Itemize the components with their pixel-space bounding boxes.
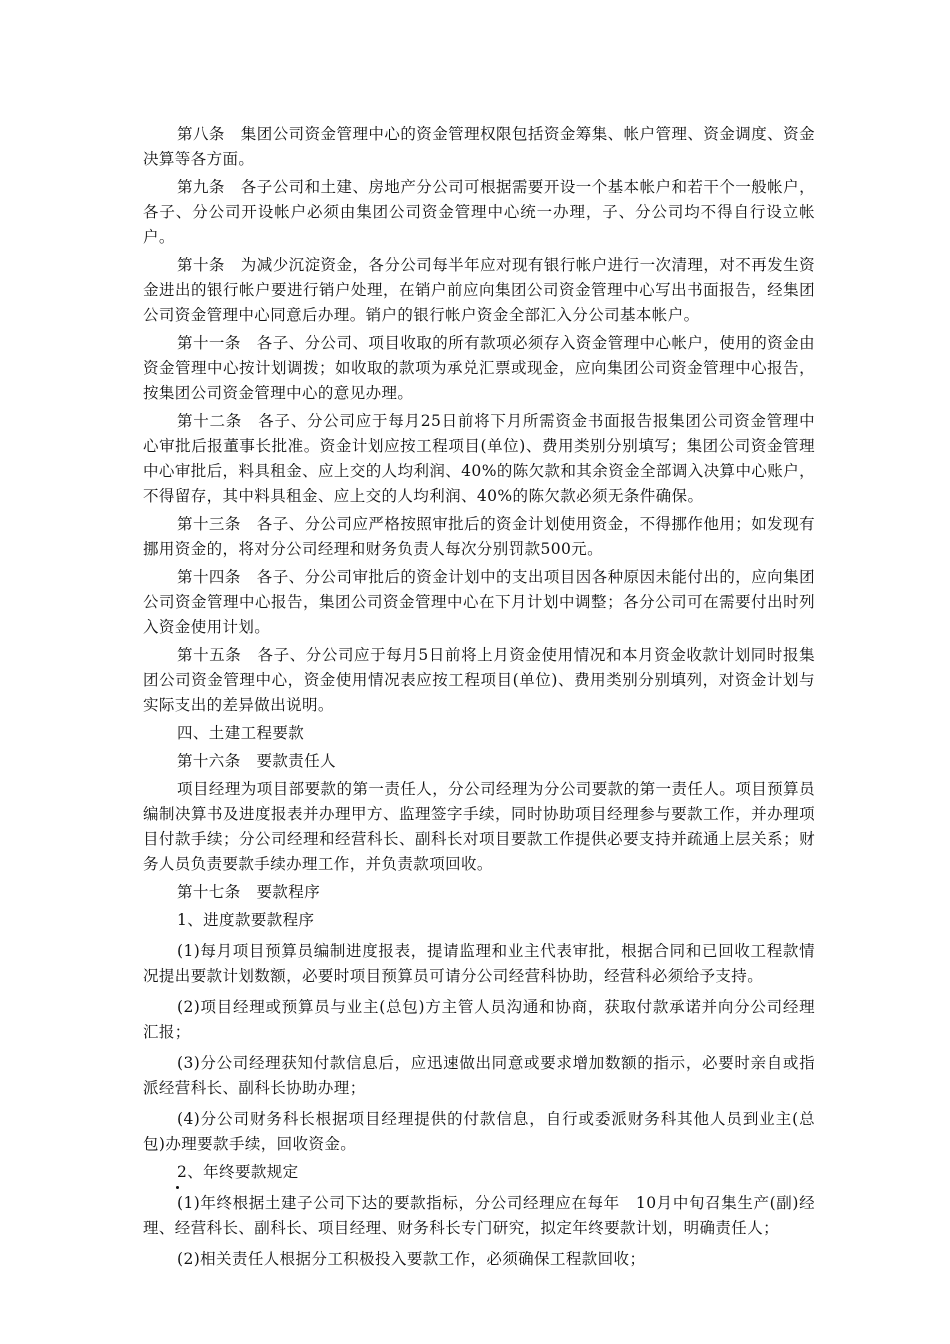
article-17-heading: 第十七条 要款程序 bbox=[177, 883, 321, 901]
article-13: 第十三条 各子、分公司应严格按照审批后的资金计划使用资金，不得挪作他用；如发现有挪用资金的，将对分公司经理和财务负责人每次分别罚款500元。 bbox=[143, 515, 815, 558]
year-end-item-1: (1)年终根据土建子公司下达的要款指标，分公司经理应在每年 10月中旬召集生产(副)经理、经营科长、副科长、项目经理、财务科长专门研究，拟定年终要款计划，明确责任人； bbox=[143, 1194, 815, 1237]
procedure-item-1: (1)每月项目预算员编制进度报表，提请监理和业主代表审批，根据合同和已回收工程款情况提出要款计划数额，必要时项目预算员可请分公司经营科协助，经营科必须给予支持。 bbox=[143, 942, 815, 985]
year-end-item-2: (2)相关责任人根据分工积极投入要款工作，必须确保工程款回收； bbox=[177, 1250, 646, 1268]
stray-mark bbox=[176, 1186, 179, 1189]
article-11: 第十一条 各子、分公司、项目收取的所有款项必须存入资金管理中心帐户，使用的资金由资金管理中心按计划调拨；如收取的款项为承兑汇票或现金，应向集团公司资金管理中心报告，按集团公司资金管理中心的意见办理。 bbox=[143, 334, 815, 402]
procedure-item-2: (2)项目经理或预算员与业主(总包)方主管人员沟通和协商，获取付款承诺并向分公司经理汇报； bbox=[143, 998, 815, 1041]
article-14: 第十四条 各子、分公司审批后的资金计划中的支出项目因各种原因未能付出的，应向集团公司资金管理中心报告，集团公司资金管理中心在下月计划中调整；各分公司可在需要付出时列入资金使用计划。 bbox=[143, 568, 815, 636]
article-9: 第九条 各子公司和土建、房地产分公司可根据需要开设一个基本帐户和若干个一般帐户，各子、分公司开设帐户必须由集团公司资金管理中心统一办理，子、分公司均不得自行设立帐户。 bbox=[143, 178, 815, 246]
article-16-body: 项目经理为项目部要款的第一责任人，分公司经理为分公司要款的第一责任人。项目预算员编制决算书及进度报表并办理甲方、监理签字手续，同时协助项目经理参与要款工作，并办理项目付款手续；分公司经理和经营科长、副科长对项目要款工作提供必要支持并疏通上层关系；财务人员负责要款手续办理工作，并负责款项回收。 bbox=[143, 780, 815, 873]
procedure-item-4: (4)分公司财务科长根据项目经理提供的付款信息，自行或委派财务科其他人员到业主(总包)办理要款手续，回收资金。 bbox=[143, 1110, 815, 1153]
article-8: 第八条 集团公司资金管理中心的资金管理权限包括资金筹集、帐户管理、资金调度、资金决算等各方面。 bbox=[143, 125, 815, 168]
subsection-1-heading: 1、进度款要款程序 bbox=[177, 911, 315, 929]
article-15: 第十五条 各子、分公司应于每月5日前将上月资金使用情况和本月资金收款计划同时报集团公司资金管理中心，资金使用情况表应按工程项目(单位)、费用类别分别填列，对资金计划与实际支出的差异做出说明。 bbox=[143, 646, 815, 714]
article-12: 第十二条 各子、分公司应于每月25日前将下月所需资金书面报告报集团公司资金管理中心审批后报董事长批准。资金计划应按工程项目(单位)、费用类别分别填写；集团公司资金管理中心审批后，料具租金、应上交的人均利润、40%的陈欠款和其余资金全部调入决算中心账户，不得留存，其中料具租金、应上交的人均利润、40%的陈欠款必须无条件确保。 bbox=[143, 412, 815, 505]
subsection-2-heading: 2、年终要款规定 bbox=[177, 1163, 299, 1181]
article-10: 第十条 为减少沉淀资金，各分公司每半年应对现有银行帐户进行一次清理，对不再发生资金进出的银行帐户要进行销户处理，在销户前应向集团公司资金管理中心写出书面报告，经集团公司资金管理中心同意后办理。销户的银行帐户资金全部汇入分公司基本帐户。 bbox=[143, 256, 815, 324]
article-16-heading: 第十六条 要款责任人 bbox=[177, 752, 337, 770]
procedure-item-3: (3)分公司经理获知付款信息后，应迅速做出同意或要求增加数额的指示，必要时亲自或指派经营科长、副科长协助办理； bbox=[143, 1054, 815, 1097]
document-body bbox=[143, 122, 815, 1272]
section-heading-4: 四、土建工程要款 bbox=[177, 724, 305, 742]
